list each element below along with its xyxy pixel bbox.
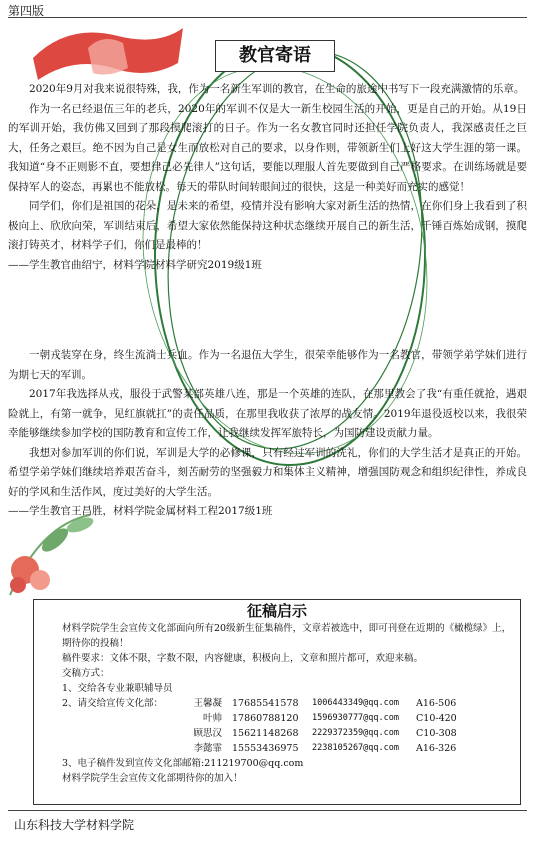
paragraph: 同学们，你们是祖国的花朵，是未来的希望，疫情并没有影响大家对新生活的热情，在你们身上我看到了积极向上、欣欣向荣，军训结束后，希望大家依然能保持这种状态继续开展自己的新生活，千锤百炼始成钢，摸爬滚打铸英才，材料学子们，你们是最棒的！ bbox=[8, 200, 527, 251]
contact-row bbox=[34, 741, 520, 756]
issue-label: 第四版 bbox=[8, 4, 45, 18]
contact-row bbox=[34, 726, 520, 741]
contact-phone: 17685541578 bbox=[232, 698, 299, 709]
paragraph: 2020年9月对我来说很特殊，我，作为一名新生军训的教官，在生命的旅途中书写下一段充满激情的乐章。 bbox=[29, 83, 525, 95]
paragraph: 作为一名已经退伍三年的老兵，2020年的军训不仅是大一新生校园生活的开始，更是自己的开始。从19日的军训开始，我仿佛又回到了那段摸爬滚打的日子。作为一名女教官同时还担任学院负责人，我深感责任之巨大，任务之艰巨。绝不因为自己是女生而放松对自己的要求，以身作则，带领新生们上好这大学生涯的第一课。我知道“身不正则影不直，要想律己必先律人”这句话，要能以理服人首先要做到自己严格要求。在训练场就是要保持军人的姿态，再累也不能放松。每天的带队时间转眼间过的很快，这是一种美好而充实的感觉！ bbox=[8, 102, 527, 193]
notice-method-label: 交稿方式： bbox=[62, 668, 110, 679]
contact-email[interactable]: 2238105267@qq.com bbox=[312, 743, 399, 753]
footer-institution: 山东科技大学材料学院 bbox=[14, 818, 135, 832]
contact-phone: 15621148268 bbox=[232, 728, 299, 739]
contact-email[interactable]: 1596930777@qq.com bbox=[312, 713, 399, 723]
paragraph: 一朝戎装穿在身，终生流淌士兵血。作为一名退伍大学生，很荣幸能够作为一名教官，带领学弟学妹们进行为期七天的军训。 bbox=[8, 349, 527, 381]
contact-name: 王馨凝 bbox=[193, 698, 222, 709]
contact-room: A16-506 bbox=[416, 698, 457, 709]
signature: ——学生教官王昌胜，材料学院金属材料工程2017级1班 bbox=[8, 505, 273, 517]
contact-phone: 15553436975 bbox=[232, 743, 299, 754]
contact-email[interactable]: 2229372359@qq.com bbox=[312, 728, 399, 738]
contact-email[interactable]: 1006443349@qq.com bbox=[312, 698, 399, 708]
contact-row bbox=[34, 711, 520, 726]
call-for-submissions-box bbox=[33, 599, 521, 805]
notice-requirements: 稿件要求：文体不限，字数不限，内容健康，积极向上，文章和照片都可，欢迎来稿。 bbox=[62, 653, 424, 664]
signature: ——学生教官曲绍宁，材料学院材料学研究2019级1班 bbox=[8, 258, 262, 271]
contact-room: C10-420 bbox=[416, 713, 457, 724]
contact-phone: 17860788120 bbox=[232, 713, 299, 724]
contact-room: A16-326 bbox=[416, 743, 457, 754]
article-title: 教官寄语 bbox=[215, 40, 335, 72]
contact-name: 顾思汉 bbox=[193, 728, 222, 739]
contact-name: 叶帅 bbox=[202, 713, 222, 724]
notice-method-1: 1、交给各专业兼职辅导员 bbox=[62, 683, 173, 694]
contact-row bbox=[34, 696, 520, 711]
method-2-label: 2、请交给宣传文化部： bbox=[62, 698, 164, 709]
notice-title: 征稿启示 bbox=[246, 602, 307, 620]
notice-closing: 材料学院学生会宣传文化部期待你的加入！ bbox=[62, 773, 243, 784]
footer-divider bbox=[8, 810, 527, 811]
contact-room: C10-308 bbox=[416, 728, 457, 739]
paragraph: 2017年我选择从戎，服役于武警某部英雄八连，那是一个英雄的连队，在那里教会了我“有重任就抢，遇艰险就上，有第一就争，见红旗就扛”的责任品质，在那里我收获了浓厚的战友情。2019年退役返校以来，我很荣幸能够继续参加学校的国防教育和宣传工作，让我继续发挥军旅特长，为国防建设贡献力量。 bbox=[8, 388, 527, 439]
article-wang-changsheng bbox=[8, 346, 527, 522]
notice-method-3: 3、电子稿件发到宣传文化部邮箱:211219700@qq.com bbox=[62, 758, 304, 769]
paragraph: 我想对参加军训的你们说，军训是大学的必修课，只有经过军训的洗礼，你们的大学生活才是真正的开始。希望学弟学妹们继续培养艰苦奋斗，刻苦耐劳的坚强毅力和集体主义精神，增强国防观念和组织纪律性，养成良好的学风和生活作风，度过美好的大学生活。 bbox=[8, 446, 527, 498]
article-qu-shaoning bbox=[8, 80, 527, 275]
contact-name: 李懿霏 bbox=[193, 743, 222, 754]
notice-intro: 材料学院学生会宣传文化部面向所有20级新生征集稿件，文章若被选中，即可刊登在近期的《橄榄绿》上，期待你的投稿！ bbox=[62, 623, 512, 649]
